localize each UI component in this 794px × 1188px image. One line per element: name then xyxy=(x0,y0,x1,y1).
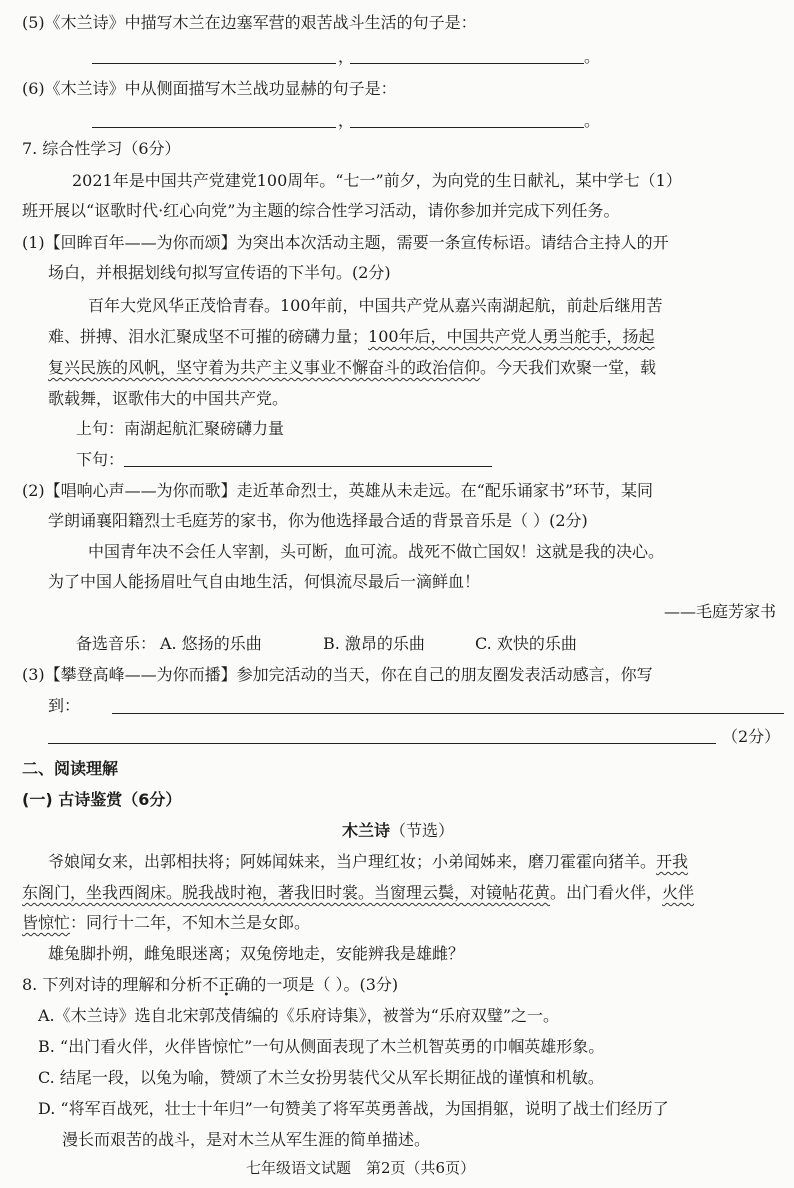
poem-title: 木兰诗（节选） xyxy=(342,821,455,840)
answer-blank-5b[interactable] xyxy=(350,63,584,64)
underlined-sentence: 开我 xyxy=(656,852,689,871)
q7-sub2-line1: (2)【唱响心声——为你而歌】走近革命烈士，英雄从未走远。在“配乐诵家书”环节，某同 xyxy=(22,481,654,500)
underlined-sentence: 100年后，中国共产党人勇当舵手，扬起 xyxy=(368,327,655,346)
section-2-title: 二、阅读理解 xyxy=(22,759,119,778)
question-8-stem: 8. 下列对诗的理解和分析不正确的一项是（ ）。(3分) xyxy=(22,975,399,994)
page-footer: 七年级语文试题 第2页（共6页） xyxy=(246,1159,476,1177)
section-2-subtitle: (一) 古诗鉴赏（6分） xyxy=(22,790,182,809)
q7-sub3-points: （2分） xyxy=(722,727,781,746)
poem-line1: 爷娘闻女来，出郭相扶将；阿姊闻妹来，当户理红妆；小弟闻姊来，磨刀霍霍向猪羊。开我 xyxy=(48,852,689,871)
q8-option-b: B. “出门看火伴，火伴皆惊忙”一句从侧面表现了木兰机智英勇的巾帼英雄形象。 xyxy=(38,1037,605,1056)
q8-option-c: C. 结尾一段，以兔为喻，赞颂了木兰女扮男装代父从军长期征战的谨慎和机敏。 xyxy=(38,1068,604,1087)
q7-sub1-line2: 场白，并根据划线句拟写宣传语的下半句。(2分) xyxy=(48,263,391,282)
reflection-answer-blank-1[interactable] xyxy=(112,713,784,714)
comma: ， xyxy=(338,111,355,130)
q8-option-a: A.《木兰诗》选自北宋郭茂倩编的《乐府诗集》，被誉为“乐府双璧”之一。 xyxy=(38,1006,560,1025)
host-speech-line2: 难、拼搏、泪水汇聚成坚不可摧的磅礴力量；100年后，中国共产党人勇当舵手，扬起 xyxy=(48,327,655,346)
poem-line2: 东阁门，坐我西阁床。脱我战时袍，著我旧时裳。当窗理云鬓，对镜帖花黄。出门看火伴，火伴 xyxy=(22,883,695,902)
emphasis-text: 不正确 xyxy=(202,975,251,994)
music-option-a: A. 悠扬的乐曲 xyxy=(160,634,262,653)
question-7-title: 7. 综合性学习（6分） xyxy=(22,139,181,158)
underlined-sentence: 火伴 xyxy=(662,883,695,902)
period: 。 xyxy=(584,111,601,130)
answer-blank-5a[interactable] xyxy=(92,63,336,64)
underlined-sentence: 复兴民族的风帆，坚守着为共产主义事业不懈奋斗的政治信仰 xyxy=(48,358,481,377)
host-speech-line1: 百年大党风华正茂恰青春。100年前，中国共产党从嘉兴南湖起航，前赴后继用苦 xyxy=(88,296,663,315)
poem-line3: 皆惊忙：同行十二年，不知木兰是女郎。 xyxy=(22,913,311,932)
letter-line2: 为了中国人能扬眉吐气自由地生活，何惧流尽最后一滴鲜血！ xyxy=(48,572,481,591)
q8-option-d-line2: 漫长而艰苦的战斗，是对木兰从军生涯的简单描述。 xyxy=(62,1130,431,1149)
q7-intro-line1: 2021年是中国共产党建党100周年。“七一”前夕，为向党的生日献礼，某中学七（1） xyxy=(72,171,682,190)
answer-blank-6b[interactable] xyxy=(350,127,584,128)
q7-sub2-line2: 学朗诵襄阳籍烈士毛庭芳的家书，你为他选择最合适的背景音乐是（ ）(2分) xyxy=(48,511,588,530)
underlined-sentence: 皆惊忙 xyxy=(22,913,71,932)
music-option-c: C. 欢快的乐曲 xyxy=(475,634,577,653)
upper-line: 上句：南湖起航汇聚磅礴力量 xyxy=(76,419,285,438)
lower-line-label: 下句： xyxy=(76,450,125,469)
reflection-answer-blank-2[interactable] xyxy=(48,743,716,744)
q7-intro-line2: 班开展以“讴歌时代·红心向党”为主题的综合性学习活动，请你参加并完成下列任务。 xyxy=(22,201,620,220)
underlined-sentence: 东阁门，坐我西阁床。脱我战时袍，著我旧时裳。当窗理云鬓，对镜帖花黄 xyxy=(22,883,551,902)
letter-source: ——毛庭芳家书 xyxy=(664,602,777,621)
q7-sub1-line1: (1)【回眸百年——为你而颂】为突出本次活动主题，需要一条宣传标语。请结合主持人的开 xyxy=(22,233,669,252)
host-speech-line4: 歌载舞，讴歌伟大的中国共产党。 xyxy=(48,389,289,408)
q7-sub3-line1: (3)【攀登高峰——为你而播】参加完活动的当天，你在自己的朋友圈发表活动感言，你写 xyxy=(22,665,653,684)
slogan-answer-blank[interactable] xyxy=(124,466,492,467)
question-6-text: (6)《木兰诗》中从侧面描写木兰战功显赫的句子是： xyxy=(22,79,397,98)
host-speech-line3: 复兴民族的风帆，坚守着为共产主义事业不懈奋斗的政治信仰。今天我们欢聚一堂，载 xyxy=(48,358,657,377)
music-options-label: 备选音乐： xyxy=(76,634,157,653)
poem-line4: 雄兔脚扑朔，雌兔眼迷离；双兔傍地走，安能辨我是雄雌？ xyxy=(48,944,465,963)
music-option-b: B. 激昂的乐曲 xyxy=(323,634,425,653)
q8-option-d-line1: D. “将军百战死，壮士十年归”一句赞美了将军英勇善战，为国捐躯，说明了战士们经历了 xyxy=(38,1099,669,1118)
letter-line1: 中国青年决不会任人宰割，头可断，血可流。战死不做亡国奴！这就是我的决心。 xyxy=(88,542,665,561)
q7-sub3-line2: 到： xyxy=(48,696,81,715)
question-5-text: (5)《木兰诗》中描写木兰在边塞军营的艰苦战斗生活的句子是： xyxy=(22,13,477,32)
answer-blank-6a[interactable] xyxy=(92,127,336,128)
comma: ， xyxy=(338,47,355,66)
period: 。 xyxy=(584,47,601,66)
